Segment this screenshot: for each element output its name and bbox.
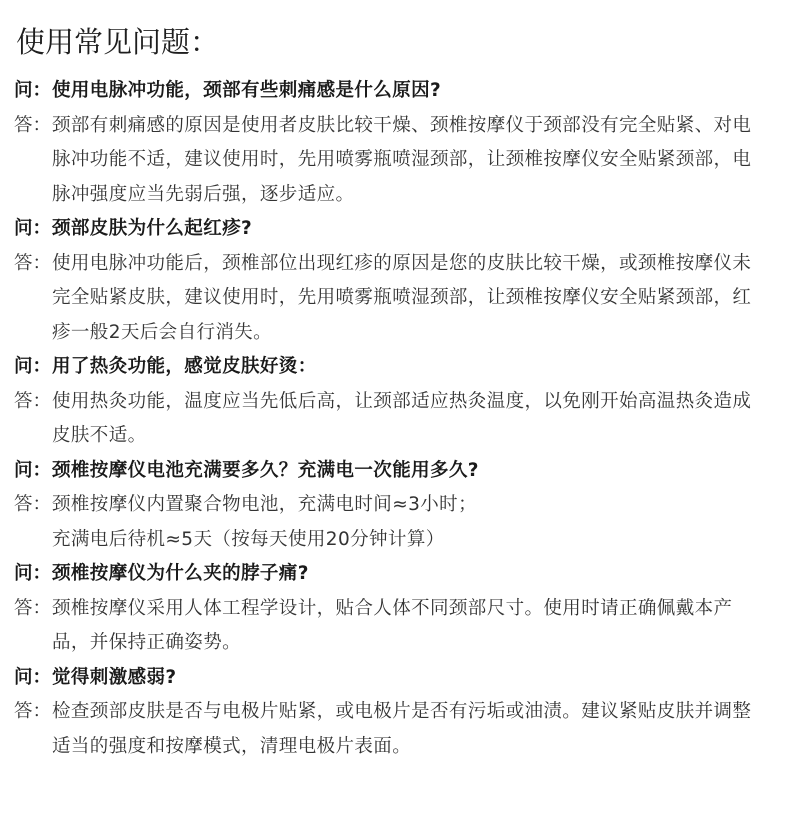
faq-item (0, 350, 790, 454)
question-text: 颈椎按摩仪为什么夹的脖子痛? (52, 563, 309, 584)
faq-answer (0, 695, 790, 764)
answer-label: 答： (14, 390, 52, 412)
faq-item (0, 557, 790, 661)
question-label: 问： (14, 459, 52, 481)
question-text: 使用电脉冲功能，颈部有些刺痛感是什么原因? (52, 80, 442, 101)
question-label: 问： (14, 356, 52, 377)
answer-label: 答： (14, 597, 52, 619)
question-text: 颈椎按摩仪电池充满要多久？充满电一次能用多久? (52, 459, 479, 481)
question-text: 颈部皮肤为什么起红疹? (52, 218, 253, 239)
faq-answer (0, 247, 790, 351)
faq-question (0, 454, 790, 489)
faq-list (0, 74, 790, 764)
question-text: 觉得刺激感弱? (52, 666, 177, 688)
page-title: 使用常见问题： (16, 25, 220, 59)
answer-text: 使用热灸功能，温度应当先低后高，让颈部适应热灸温度，以免刚开始高温热灸造成皮肤不适。 (52, 390, 752, 446)
question-label: 问： (14, 666, 52, 688)
faq-answer-continued (0, 523, 790, 558)
answer-label: 答： (14, 701, 52, 722)
faq-answer (0, 109, 790, 213)
question-label: 问： (14, 218, 52, 239)
question-label: 问： (14, 80, 52, 101)
answer-text: 颈椎按摩仪内置聚合物电池，充满电时间≈3小时； (52, 494, 477, 515)
answer-text: 颈椎按摩仪采用人体工程学设计，贴合人体不同颈部尺寸。使用时请正确佩戴本产品，并保持正确姿势。 (52, 597, 733, 653)
faq-question (0, 212, 790, 247)
faq-answer (0, 385, 790, 454)
faq-answer (0, 488, 790, 523)
answer-label: 答： (14, 114, 52, 136)
faq-question (0, 661, 790, 696)
faq-item (0, 661, 790, 765)
faq-item (0, 74, 790, 212)
answer-label: 答： (14, 494, 52, 515)
faq-item (0, 454, 790, 558)
answer-text: 颈部有刺痛感的原因是使用者皮肤比较干燥、颈椎按摩仪于颈部没有完全贴紧、对电脉冲功能不适，建议使用时，先用喷雾瓶喷湿颈部，让颈椎按摩仪安全贴紧颈部，电脉冲强度应当先弱后强，逐步适应。 (52, 114, 752, 205)
faq-question (0, 557, 790, 592)
answer-text: 使用电脉冲功能后，颈椎部位出现红疹的原因是您的皮肤比较干燥，或颈椎按摩仪未完全贴紧皮肤，建议使用时，先用喷雾瓶喷湿颈部，让颈椎按摩仪安全贴紧颈部，红疹一般2天后会自行消失。 (52, 252, 752, 343)
faq-question (0, 350, 790, 385)
question-label: 问： (14, 563, 52, 584)
faq-answer (0, 592, 790, 661)
faq-item (0, 212, 790, 350)
question-text: 用了热灸功能，感觉皮肤好烫： (52, 356, 317, 377)
answer-label: 答： (14, 252, 52, 274)
faq-question (0, 74, 790, 109)
answer-text: 充满电后待机≈5天（按每天使用20分钟计算） (52, 528, 445, 550)
answer-text: 检查颈部皮肤是否与电极片贴紧，或电极片是否有污垢或油渍。建议紧贴皮肤并调整适当的强度和按摩模式，清理电极片表面。 (52, 701, 752, 757)
